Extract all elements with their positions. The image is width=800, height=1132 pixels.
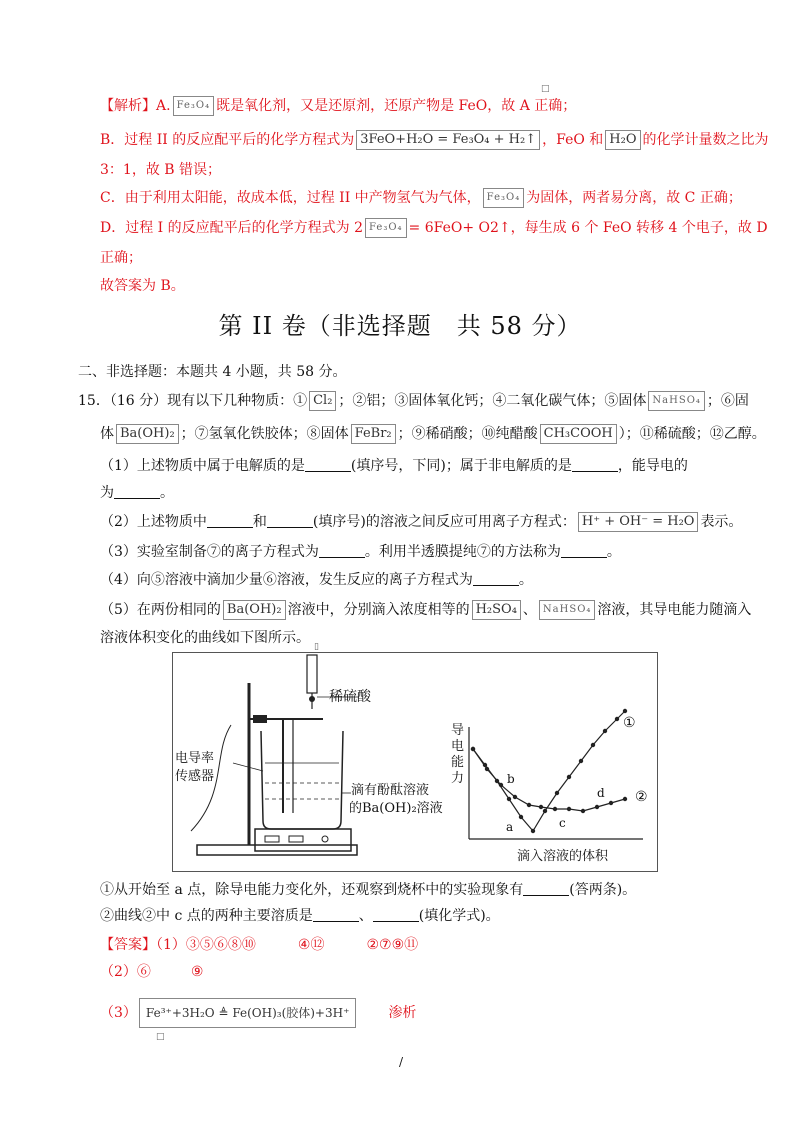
q15-part1b: 为 。 <box>100 485 174 501</box>
x-axis-label: 滴入溶液的体积 <box>517 849 609 864</box>
analysis-line-c: C．由于利用太阳能，故成本低，过程 II 中产物氢气为气体， Fe₃O₄ 为固体，两者易分离，故 C 正确； <box>100 190 742 206</box>
ch3cooh-formula-box: CH₃COOH <box>540 424 617 444</box>
point-d-label: d <box>597 786 605 800</box>
analysis-line-b2: 3：1，故 B 错误； <box>100 162 222 178</box>
answer-blank[interactable] <box>561 543 607 558</box>
febr2-formula-box: FeBr₂ <box>351 424 396 444</box>
answer-equation-box: Fe³⁺+3H₂O ≜ Fe(OH)₃(胶体)+3H⁺ <box>139 998 357 1028</box>
answer-label: 【答案】 <box>100 937 156 953</box>
marker-icon: □ <box>156 1032 165 1042</box>
ionic-equation-box: H⁺ + OH⁻ = H₂O <box>578 512 699 532</box>
answer-line-2: （2）⑥ ⑨ <box>100 964 204 980</box>
point-c-label: c <box>559 816 566 830</box>
cl2-formula-box: Cl₂ <box>309 391 336 411</box>
q15-part5b: 溶液体积变化的曲线如下图所示。 <box>100 630 310 646</box>
curve-2-label: ② <box>635 789 648 805</box>
curve-1-point <box>567 775 571 779</box>
curve-1-point <box>591 743 595 747</box>
analysis-line-d2: 正确； <box>100 250 142 266</box>
point-a-label: a <box>506 820 514 834</box>
curve-2-point <box>527 803 531 807</box>
curve-2-point <box>623 797 627 801</box>
analysis-line-b1: B．过程 II 的反应配平后的化学方程式为 3FeO+H₂O = Fe₃O₄ + H₂↑ ，FeO 和 H₂O 的化学计量数之比为 <box>100 132 769 148</box>
curve-1-point <box>579 759 583 763</box>
y-axis-label-2: 电 <box>451 739 465 754</box>
answer-blank[interactable] <box>572 457 618 472</box>
curve-1-point <box>543 809 547 813</box>
curve-2-point <box>609 801 613 805</box>
page-footer: / <box>399 1055 404 1069</box>
h2o-formula-box: H₂O <box>605 130 640 150</box>
q15-part2: （2）上述物质中 和 (填序号)的溶液之间反应可用离子方程式： H⁺ + OH⁻ = H₂O 表示。 <box>100 514 743 530</box>
point-b-label: b <box>507 772 515 786</box>
q15-sub2: ②曲线②中 c 点的两种主要溶质是 、 (填化学式)。 <box>100 908 500 924</box>
sensor-label-2: 传感器 <box>175 769 215 784</box>
answer-blank[interactable] <box>207 513 253 528</box>
q15-part4: （4）向⑤溶液中滴加少量⑥溶液，发生反应的离子方程式为 。 <box>100 572 533 588</box>
experiment-figure <box>172 652 658 872</box>
solution-label-1: 滴有酚酞溶液 <box>351 783 430 798</box>
sensor-label-1: 电导率 <box>175 751 215 766</box>
curve-1-line <box>473 711 625 831</box>
answer-blank[interactable] <box>319 543 365 558</box>
curve-1-point <box>615 717 619 721</box>
curve-1-point <box>507 797 511 801</box>
q15-part1a: （1）上述物质中属于电解质的是 (填序号，下同)；属于非电解质的是 ，能导电的 <box>100 458 688 474</box>
analysis-line-a: 【解析】A. Fe₃O₄ 既是氧化剂，又是还原剂，还原产物是 FeO，故 A 正确； <box>100 98 577 114</box>
y-axis-label-4: 力 <box>451 771 465 786</box>
fe3o4-formula-box: Fe₃O₄ <box>173 96 215 116</box>
curve-2-point <box>553 807 557 811</box>
section-intro: 二、非选择题：本题共 4 小题，共 58 分。 <box>78 364 347 380</box>
curve-2-point <box>581 809 585 813</box>
answer-line-1: 【答案】（1）③⑤⑥⑧⑩ ④⑫ ②⑦⑨⑪ <box>100 937 419 953</box>
curve-2-point <box>539 805 543 809</box>
h2so4-formula-box: H₂SO₄ <box>472 600 521 620</box>
answer-blank[interactable] <box>523 881 569 896</box>
q15-line2: 体 Ba(OH)₂ ；⑦氢氧化铁胶体；⑧固体 FeBr₂ ；⑨稀硝酸；⑩纯醋酸 CH₃COOH ）；⑪稀硫酸；⑫乙醇。 <box>100 426 766 442</box>
dropper-label: 稀硫酸 <box>329 689 371 705</box>
section-title: 第 II 卷（非选择题 共 58 分） <box>218 312 582 340</box>
equation-box-b: 3FeO+H₂O = Fe₃O₄ + H₂↑ <box>356 130 540 150</box>
curve-2-point <box>471 747 475 751</box>
curve-1-point <box>519 815 523 819</box>
curve-2-point <box>499 783 503 787</box>
figure-drawing <box>173 653 657 871</box>
q15-part5a: （5）在两份相同的 Ba(OH)₂ 溶液中，分别滴入浓度相等的 H₂SO₄ 、 NaHSO₄ 溶液，其导电能力随滴入 <box>100 602 752 618</box>
curve-1-point <box>531 829 535 833</box>
y-axis-label-1: 导 <box>451 723 465 738</box>
curve-1-point <box>603 729 607 733</box>
q15-sub1: ①从开始至 a 点，除导电能力变化外，还观察到烧杯中的实验现象有 (答两条)。 <box>100 882 637 898</box>
marker-icon: □ <box>541 84 550 94</box>
curve-2-point <box>567 807 571 811</box>
answer-blank[interactable] <box>313 907 359 922</box>
q15-line1: 15．（16 分）现有以下几种物质：① Cl₂ ；②铝；③固体氧化钙；④二氧化碳气体；⑤固体 NaHSO₄ ；⑥固 <box>78 393 749 409</box>
answer-blank[interactable] <box>267 513 313 528</box>
curve-1-label: ① <box>623 715 636 731</box>
marker-icon: ▯ <box>314 642 319 652</box>
analysis-conclusion: 故答案为 B。 <box>100 278 185 294</box>
answer-blank[interactable] <box>114 484 160 499</box>
nahso4-formula-box: NaHSO₄ <box>648 391 705 411</box>
y-axis-label-3: 能 <box>451 755 465 770</box>
answer-blank[interactable] <box>305 457 351 472</box>
q15-part3: （3）实验室制备⑦的离子方程式为 。利用半透膜提纯⑦的方法称为 。 <box>100 544 621 560</box>
analysis-line-d1: D．过程 I 的反应配平后的化学方程式为 2 Fe₃O₄ = 6FeO+ O2↑，每生成 6 个 FeO 转移 4 个电子，故 D <box>100 220 768 236</box>
conductivity-curves <box>471 709 627 833</box>
solution-label-2: 的Ba(OH)₂溶液 <box>349 801 443 816</box>
curve-2-point <box>485 767 489 771</box>
answer-line-3: （3） Fe³⁺+3H₂O ≜ Fe(OH)₃(胶体)+3H⁺ 渗析 <box>100 998 416 1028</box>
analysis-label: 【解析】 <box>100 98 156 114</box>
baoh2-formula-box: Ba(OH)₂ <box>116 424 179 444</box>
curve-2-point <box>513 795 517 799</box>
answer-blank[interactable] <box>373 907 419 922</box>
curve-1-point <box>555 791 559 795</box>
curve-2-point <box>595 805 599 809</box>
answer-blank[interactable] <box>473 571 519 586</box>
